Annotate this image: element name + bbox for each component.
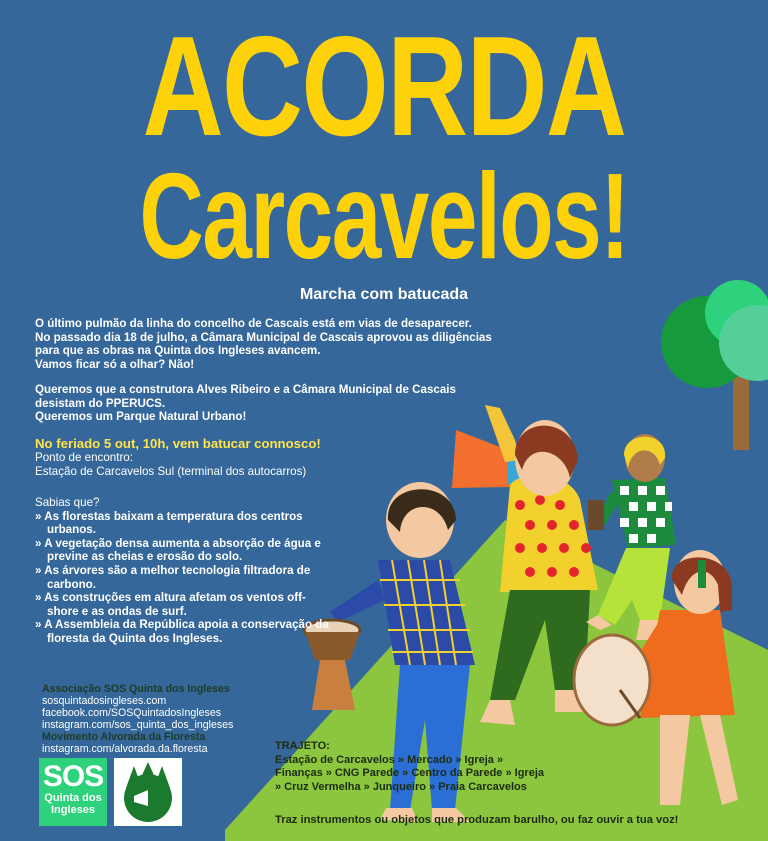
tree-illustration [661, 280, 768, 450]
sos-logo-text: SOS [42, 760, 104, 793]
event-headline: No feriado 5 out, 10h, vem batucar connosco! [35, 436, 321, 451]
demand-line: Queremos que a construtora Alves Ribeiro e a Câmara Municipal de Cascais [35, 383, 456, 396]
facts-heading: Sabias que? [35, 496, 100, 509]
sos-logo-line: Quinta dos [44, 792, 102, 804]
facts-list [35, 496, 335, 646]
fact-item: » A vegetação densa aumenta a absorção de água e previne as cheias e erosão do solo. [35, 536, 321, 564]
intro-line: para que as obras na Quinta dos Ingleses avancem. [35, 344, 321, 358]
meeting-place: Estação de Carcavelos Sul (terminal dos autocarros) [35, 464, 307, 478]
headline-carcavelos: Carcavelos! [139, 148, 629, 284]
fact-item: » As construções em altura afetam os ventos off-shore e as ondas de surf. [35, 591, 306, 618]
org-instagram-link[interactable]: instagram.com/sos_quinta_dos_ingleses [42, 719, 234, 731]
demand-line: desistam do PPERUCS. [35, 396, 166, 410]
sos-logo [39, 758, 107, 826]
alvorada-logo-icon [114, 758, 182, 826]
org-name: Movimento Alvorada da Floresta [42, 731, 206, 743]
intro-paragraph [35, 317, 555, 371]
contacts [42, 683, 233, 755]
fact-item: » As árvores são a melhor tecnologia filtradora de carbono. [35, 563, 311, 591]
org-name: Associação SOS Quinta dos Ingleses [42, 683, 230, 695]
fact-item: » A Assembleia da República apoia a conservação da floresta da Quinta dos Ingleses. [35, 618, 329, 645]
intro-line: O último pulmão da linha do concelho de Cascais está em vias de desaparecer. [35, 317, 472, 330]
footer-callout: Traz instrumentos ou objetos que produzam barulho, ou faz ouvir a tua voz! [275, 814, 679, 826]
demands-paragraph [35, 383, 515, 424]
route-info [275, 740, 545, 794]
event-info [35, 436, 395, 478]
alvorada-logo [114, 758, 182, 826]
route-label: TRAJETO: [275, 740, 330, 752]
fact-item: » As florestas baixam a temperatura dos centros urbanos. [35, 509, 303, 537]
subtitle: Marcha com batucada [299, 286, 469, 303]
meeting-label: Ponto de encontro: [35, 451, 133, 464]
org2-instagram-link[interactable]: instagram.com/alvorada.da.floresta [42, 743, 208, 755]
route-text: Estação de Carcavelos » Mercado » Igreja » Finanças » CNG Parede » Centro da Parede » Igreja » Cruz Vermelha » Junqueiro » Praia Carcavelos [275, 753, 544, 793]
headline-acorda: ACORDA [142, 7, 626, 166]
org-facebook-link[interactable]: facebook.com/SOSQuintadosIngleses [42, 707, 222, 719]
bass-drum [574, 635, 650, 725]
intro-line: No passado dia 18 de julho, a Câmara Municipal de Cascais aprovou as diligências [35, 330, 492, 344]
org-website-link[interactable]: sosquintadosingleses.com [42, 695, 167, 707]
intro-line: Vamos ficar só a olhar? Não! [35, 357, 195, 371]
demand-line: Queremos um Parque Natural Urbano! [35, 410, 247, 424]
sos-logo-line: Ingleses [50, 804, 96, 816]
